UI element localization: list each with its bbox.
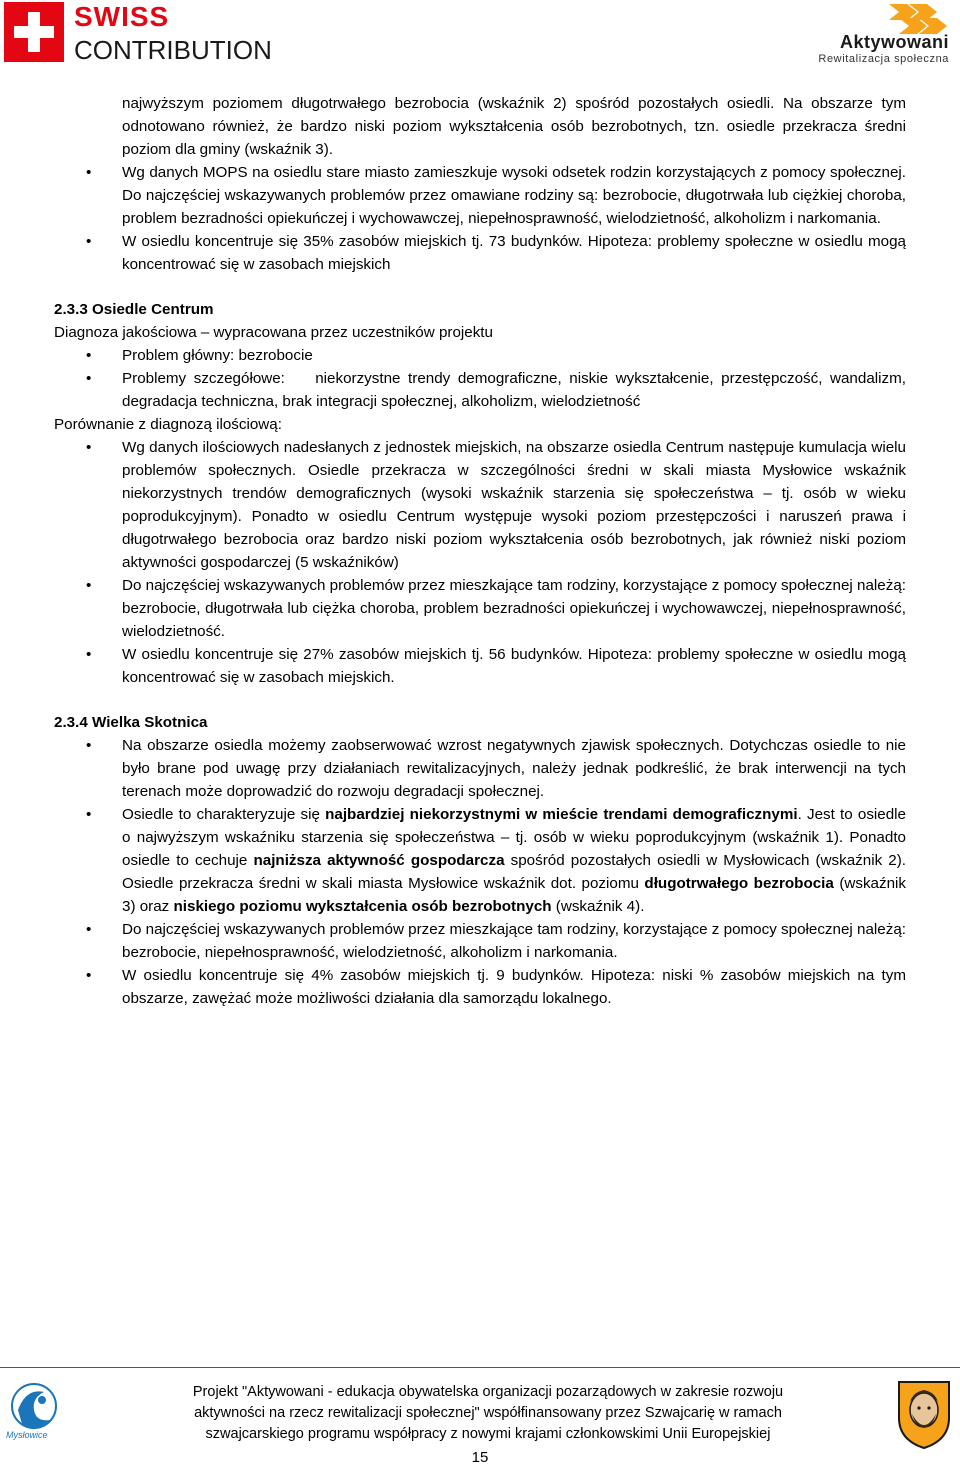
bullet-icon: • <box>86 737 92 754</box>
list-item-text: Wg danych MOPS na osiedlu stare miasto zamieszkuje wysoki odsetek rodzin korzystających z pomocy społecznej. Do najczęściej wskazywanych problemów przez omawiane rodziny są: bezrobocie, długotrwała lub ciężkiej choroba, problem bezradności opiekuńczej i wychowawczej, niepełnosprawność, wielodzietność, alkoholizm i narkomania. <box>122 164 906 227</box>
diagnosis-label: Diagnoza jakościowa – wypracowana przez uczestników projektu <box>54 324 493 341</box>
emphasis-text: najniższa aktywność gospodarcza <box>253 852 505 869</box>
list-item-text: Na obszarze osiedla możemy zaobserwować wzrost negatywnych zjawisk społecznych. Dotychczas osiedle to nie było brane pod uwagę przy działaniach rewitalizacyjnych, należy jednak podkreślić, że brak interwencji na tych terenach może doprowadzić do rozwoju degradacji społecznej. <box>122 737 906 800</box>
list-item-text: Problem główny: bezrobocie <box>122 347 313 364</box>
bullet-icon: • <box>86 967 92 984</box>
swiss-logo-line1: SWISS <box>74 1 170 32</box>
list-item-text-part: spośród pozostałych osiedli w Mysłowicach (wskaźnik 2). Osiedle przekracza średni w skali miasta Mysłowice wskaźnik dot. poziomu <box>122 852 906 892</box>
list-item <box>54 964 906 1010</box>
aktywowani-title: Aktywowani <box>839 32 949 52</box>
aktywowani-subtitle: Rewitalizacja społeczna <box>818 53 949 65</box>
bullet-icon: • <box>86 577 92 594</box>
comparison-label: Porównanie z diagnozą ilościową: <box>54 416 282 433</box>
list-item <box>54 643 906 689</box>
bullet-icon: • <box>86 921 92 938</box>
list-item-text: W osiedlu koncentruje się 4% zasobów miejskich tj. 9 budynków. Hipoteza: niski % zasobów miejskich na tym obszarze, zawężać może możliwości działania dla samorządu lokalnego. <box>122 967 906 1007</box>
section-heading-234: 2.3.4 Wielka Skotnica <box>54 714 208 731</box>
swiss-contribution-logo <box>4 2 304 64</box>
footer-funding-note <box>130 1382 846 1445</box>
swiss-flag-icon <box>4 2 64 62</box>
footer-divider <box>0 1367 960 1368</box>
emphasis-text: najbardziej niekorzystnymi w mieście trendami demograficznymi <box>325 806 798 823</box>
list-item-text: W osiedlu koncentruje się 27% zasobów miejskich tj. 56 budynków. Hipoteza: problemy społeczne w osiedlu mogą koncentrować się w zasobach miejskich. <box>122 646 906 686</box>
page-number: 15 <box>471 1449 489 1466</box>
emphasis-text: długotrwałego bezrobocia <box>644 875 834 892</box>
aktywowani-logo <box>795 2 955 68</box>
list-item <box>54 230 906 276</box>
list-item-label: Problemy szczegółowe: <box>122 370 285 387</box>
bullet-icon: • <box>86 164 92 181</box>
list-item <box>54 161 906 230</box>
bullet-icon: • <box>86 233 92 250</box>
list-item <box>54 803 906 918</box>
list-item <box>54 436 906 574</box>
list-item-text: Do najczęściej wskazywanych problemów przez mieszkające tam rodziny, korzystające z pomocy społecznej należą: bezrobocie, niepełnosprawność, wielodzietność, alkoholizm i narkomania. <box>122 921 906 961</box>
bullet-icon: • <box>86 439 92 456</box>
arrows-icon <box>887 2 947 36</box>
list-item <box>54 734 906 803</box>
list-item <box>54 574 906 643</box>
list-item-text-part: . Jest to osiedle o najwyższym wskaźniku starzenia się społeczeństwa – tj. osób w wieku poprodukcyjnym (wskaźnik 1). Ponadto osiedle to cechuje <box>122 806 907 869</box>
list-item-text-part: (wskaźnik 3) oraz <box>122 875 907 915</box>
footer-line-1: Projekt "Aktywowani - edukacja obywatelska organizacji pozarządowych w zakresie rozwoju <box>192 1384 784 1400</box>
list-item-text-part: (wskaźnik 4). <box>551 898 645 915</box>
list-item <box>54 344 906 367</box>
list-item-text: niekorzystne trendy demograficzne, niskie wykształcenie, przestępczość, wandalizm, degradacja techniczna, brak integracji społecznej, alkoholizm, wielodzietność <box>122 370 906 410</box>
character-crest-icon <box>895 1378 953 1450</box>
section-heading-233: 2.3.3 Osiedle Centrum <box>54 301 214 318</box>
page-header <box>0 0 960 70</box>
bullet-icon: • <box>86 370 92 387</box>
list-item-text: W osiedlu koncentruje się 35% zasobów miejskich tj. 73 budynków. Hipoteza: problemy społeczne w osiedlu mogą koncentrować się w zasobach miejskich <box>122 233 906 273</box>
swiss-logo-line2: CONTRIBUTION <box>74 35 272 65</box>
list-item-text: Do najczęściej wskazywanych problemów przez mieszkające tam rodziny, korzystające z pomocy społecznej należą: bezrobocie, długotrwała lub ciężka choroba, problem bezradności opiekuńczej i wychowawczej, niepełnosprawność, wielodzietność. <box>122 577 906 640</box>
list-item <box>54 918 906 964</box>
footer-line-3: szwajcarskiego programu współpracy z nowymi krajami członkowskimi Unii Europejskiej <box>205 1426 771 1442</box>
document-body <box>54 92 906 1010</box>
emphasis-text: niskiego poziomu wykształcenia osób bezrobotnych <box>173 898 552 915</box>
bullet-icon: • <box>86 806 92 823</box>
footer-line-2: aktywności na rzecz rewitalizacji społecznej" współfinansowany przez Szwajcarię w ramach <box>194 1405 782 1421</box>
intro-continuation: najwyższym poziomem długotrwałego bezrobocia (wskaźnik 2) spośród pozostałych osiedli. Na obszarze tym odnotowano również, że bardzo niski poziom wykształcenia osób bezrobotnych, tzn. osiedle przekracza średni poziom dla gminy (wskaźnik 3). <box>122 95 906 158</box>
list-item <box>54 367 906 413</box>
bullet-icon: • <box>86 646 92 663</box>
bullet-icon: • <box>86 347 92 364</box>
list-item-text: Wg danych ilościowych nadesłanych z jednostek miejskich, na obszarze osiedla Centrum następuje kumulacja wielu problemów społecznych. Osiedle przekracza w szczególności średni w skali miasta Mysłowice wskaźnik niekorzystnych trendów demograficznych (wysoki wskaźnik starzenia się społeczeństwa – tj. osób w wieku poprodukcyjnym). Ponadto w osiedlu Centrum występuje wysoki poziom przestępczości i naruszeń prawa i długotrwałego bezrobocia oraz bardzo niski poziom wykształcenia osób bezrobotnych, jak również niski poziom aktywności gospodarczej (5 wskaźników) <box>122 439 906 571</box>
list-item-text-part: Osiedle to charakteryzuje się <box>122 806 326 823</box>
myslowice-label: Mysłowice <box>6 1430 48 1440</box>
